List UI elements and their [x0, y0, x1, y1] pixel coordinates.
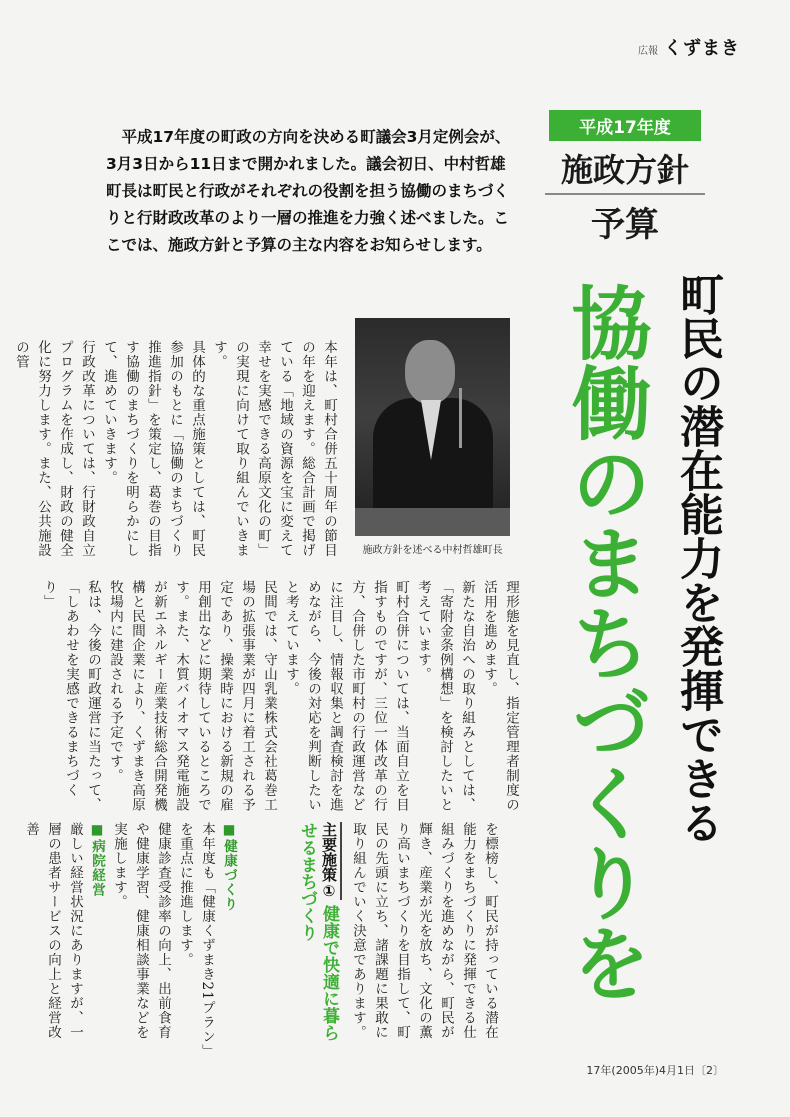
body-column-c	[345, 822, 523, 1052]
policy-title: 健康で快適に暮らせるまちづくり	[297, 822, 339, 1042]
headline-green: 協働のまちづくりを	[558, 282, 651, 1002]
photo-caption: 施政方針を述べる中村哲雄町長	[362, 545, 503, 556]
policy-heading	[268, 822, 340, 1052]
body-column-d	[23, 822, 262, 1052]
masthead-name: くずまき	[664, 38, 740, 59]
title-line-1: 施政方針	[545, 145, 705, 195]
photo-podium	[355, 508, 510, 536]
body-column-a: 本年は、町村合併五十周年の節目の年を迎えます。総合計画で掲げている「地域の資源を宝に変えて幸せを実感できる高原文化の町」の実現に向けて取り組んでいきます。 具体的な重点施策としては、町民参加のもとに「協働のまちづくり推進指針」を策定し、葛巻の目指す協働のまちづくりを明らかにして、進めていきます。 行政改革については、行財政自立プログラムを作成し、財政の健全化に努力します。また、公共施設の管	[13, 340, 337, 558]
masthead-label: 広報	[638, 46, 658, 57]
photo-figure-head	[405, 340, 455, 404]
page-footer-date: 17年(2005年)4月1日〔2〕	[586, 1064, 724, 1077]
mayor-photo	[355, 318, 510, 536]
year-badge: 平成17年度	[549, 110, 701, 141]
body-column-c-text: を標榜し、町民が持っている潜在能力をまちづくりに発揮できる仕組みづくりを進めながら、町民が輝き、産業が光を放ち、文化の薫り高いまちづくりを目指して、町民の先頭に立ち、諸課題に果敢に取り組んでいく決意であります。	[350, 822, 498, 1040]
health-text: 本年度も「健康くずまき21プラン」を重点に推進します。 健康診査受診率の向上、出前食育や健康学習、健康相談事業などを実施します。	[111, 822, 215, 1052]
masthead	[638, 34, 740, 60]
title-box	[545, 110, 705, 246]
photo-microphone	[459, 388, 462, 448]
subheading-health: ■健康づくり	[221, 822, 237, 912]
headline-black: 町民の潜在能力を発揮できる	[672, 272, 723, 844]
subheading-hospital: ■病院経営	[89, 822, 105, 897]
policy-label: 主要施策①	[320, 822, 342, 900]
lead-paragraph: 平成17年度の町政の方向を決める町議会3月定例会が、3月3日から11日まで開かれました。議会初日、中村哲雄町長は町民と行政がそれぞれの役割を担う協働のまちづくりと行財政改革のより一層の推進を力強く述べました。ここでは、施政方針と予算の主な内容をお知らせします。	[106, 128, 511, 254]
hospital-text: 厳しい経営状況にありますが、一層の患者サービスの向上と経営改善	[23, 822, 83, 1040]
body-column-b: 理形態を見直し、指定管理者制度の活用を進めます。 新たな自治への取り組みとしては、「寄附金条例構想」を検討したいと考えています。 町村合併については、当面自立を目指すものですが、三位一体改革の行方、合併した市町村の行政運営などに注目し、情報収集と調査検討を進めながら、今後の対応を判断したいと考えています。 民間では、守山乳業株式会社葛巻工場の拡張事業が四月に着工される予定であり、操業時における新規の雇用創出などに期待しているところです。また、木質バイオマス発電施設が新エネルギー産業技術総合開発機構と民間企業により、くずまき高原牧場内に建設される予定です。 私は、今後の町政運営に当たって、「しあわせを実感できるまちづくり」	[41, 580, 519, 812]
title-line-2: 予算	[591, 205, 659, 245]
